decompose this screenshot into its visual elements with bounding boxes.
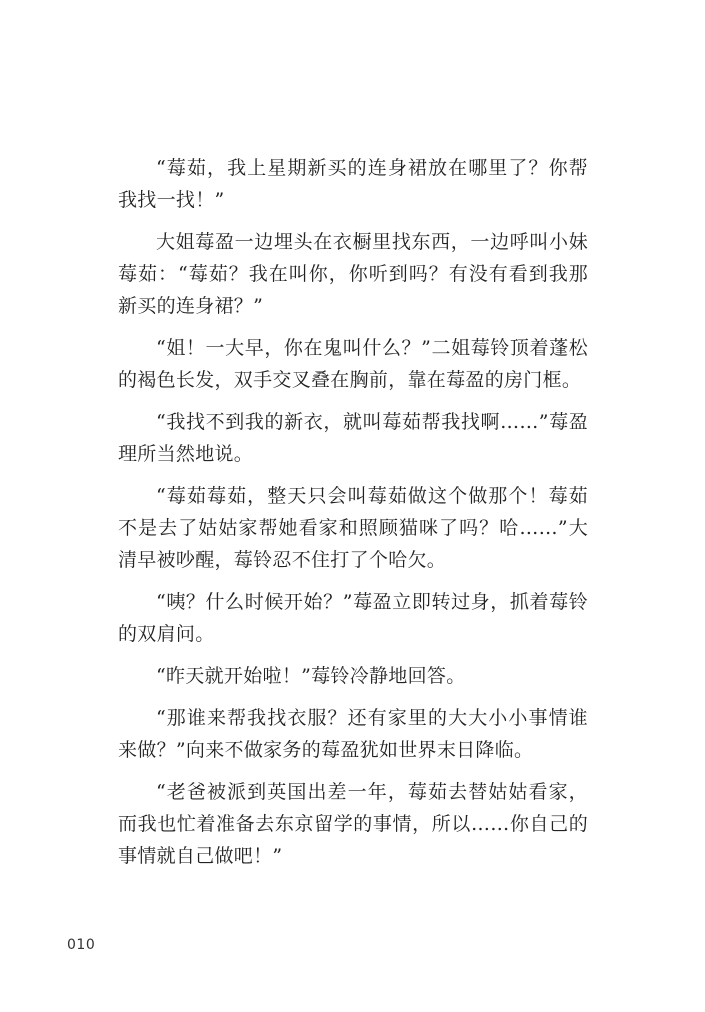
paragraph: “老爸被派到英国出差一年，莓茹去替姑姑看家，而我也忙着准备去东京留学的事情，所以……你自己的事情就自己做吧！” bbox=[118, 781, 588, 867]
body-text bbox=[118, 152, 588, 882]
paragraph: “莓茹，我上星期新买的连身裙放在哪里了？你帮我找一找！” bbox=[118, 157, 588, 211]
paragraph: 大姐莓盈一边埋头在衣橱里找东西，一边呼叫小妹莓茹：“莓茹？我在叫你，你听到吗？有没有看到我那新买的连身裙？” bbox=[118, 231, 588, 317]
paragraph: “昨天就开始啦！”莓铃冷静地回答。 bbox=[156, 665, 466, 687]
paragraph: “姐！一大早，你在鬼叫什么？”二姐莓铃顶着蓬松的褐色长发，双手交叉叠在胸前，靠在莓盈的房门框。 bbox=[118, 337, 588, 391]
paragraph: “那谁来帮我找衣服？还有家里的大大小小事情谁来做？”向来不做家务的莓盈犹如世界末日降临。 bbox=[118, 707, 588, 761]
paragraph: “咦？什么时候开始？”莓盈立即转过身，抓着莓铃的双肩问。 bbox=[118, 591, 588, 645]
page-number: 010 bbox=[67, 937, 96, 953]
paragraph: “我找不到我的新衣，就叫莓茹帮我找啊……”莓盈理所当然地说。 bbox=[118, 411, 588, 465]
paragraph: “莓茹莓茹，整天只会叫莓茹做这个做那个！莓茹不是去了姑姑家帮她看家和照顾猫咪了吗？哈……”大清早被吵醒，莓铃忍不住打了个哈欠。 bbox=[118, 485, 588, 571]
